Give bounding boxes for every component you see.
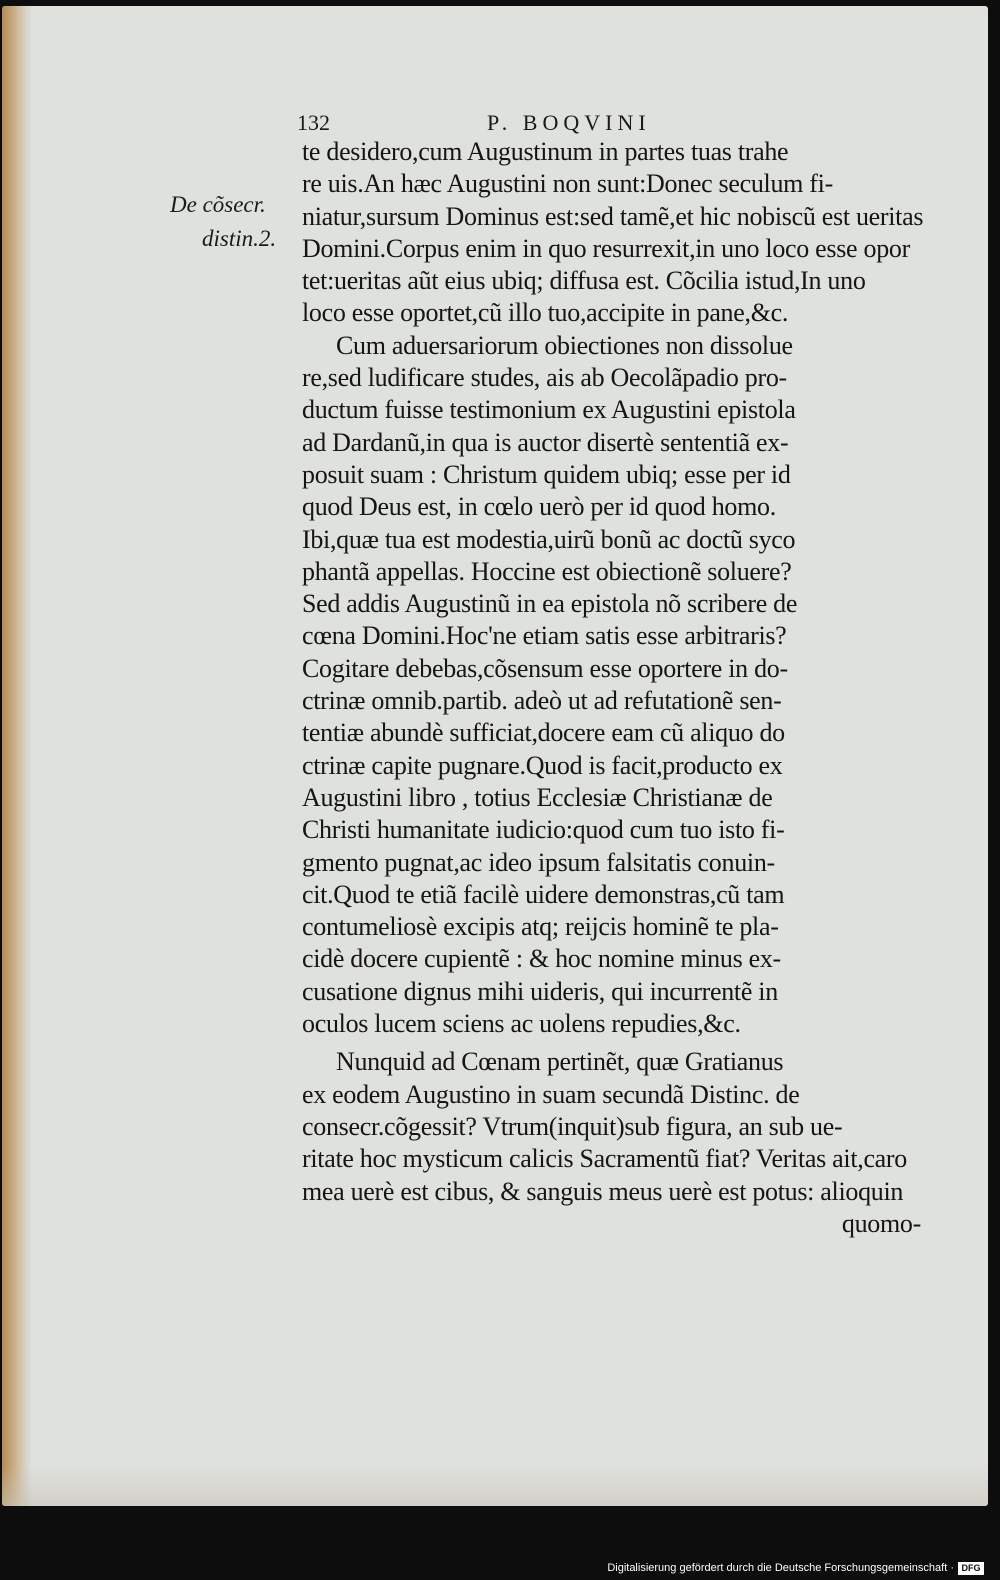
text-line: Cogitare debebas,cõsensum esse oportere in do- — [302, 653, 788, 683]
page-shadow — [2, 1466, 988, 1506]
text-line: tentiæ abundè sufficiat,docere eam cũ aliquo do — [302, 718, 785, 748]
margin-note-line: distin.2. — [202, 226, 277, 251]
text-line: cidè docere cupientẽ : & hoc nomine minus ex- — [302, 944, 781, 974]
book-page — [2, 6, 988, 1506]
footer-bar — [0, 1552, 1000, 1580]
text-line: ad Dardanũ,in qua is auctor disertè sententiã ex- — [302, 427, 789, 457]
text-line: niatur,sursum Dominus est:sed tamẽ,et hic nobiscũ est ueritas — [302, 201, 924, 231]
text-line: contumeliosè excipis atq; reijcis hominẽ te pla- — [302, 912, 779, 942]
paragraph-start-line: Nunquid ad Cœnam pertinẽt, quæ Gratianus — [336, 1047, 784, 1077]
text-line: ctrinæ omnib.partib. adeò ut ad refutationẽ sen- — [302, 686, 782, 716]
text-line: tet:ueritas aũt eius ubiq; diffusa est. Cõcilia istud,In uno — [302, 266, 866, 296]
text-line: ritate hoc mysticum calicis Sacramentũ fiat? Veritas ait,caro — [302, 1144, 907, 1174]
text-line: oculos lucem sciens ac uolens repudies,&c. — [302, 1009, 741, 1039]
text-line: Sed addis Augustinũ in ea epistola nõ scribere de — [302, 589, 798, 619]
text-line: cit.Quod te etiã facilè uidere demonstras,cũ tam — [302, 879, 785, 909]
text-line: ductum fuisse testimonium ex Augustini epistola — [302, 395, 796, 425]
text-line: ex eodem Augustino in suam secundã Distinc. de — [302, 1079, 800, 1109]
catchword: quomo- — [841, 1208, 921, 1238]
text-line: Christi humanitate iudicio:quod cum tuo isto fi- — [302, 815, 785, 845]
text-line: phantã appellas. Hoccine est obiectionẽ soluere? — [302, 556, 792, 586]
text-line: Domini.Corpus enim in quo resurrexit,in uno loco esse opor — [302, 233, 910, 263]
text-line: Ibi,quæ tua est modestia,uirũ bonũ ac doctũ syco — [302, 524, 796, 554]
text-line: posuit suam : Christum quidem ubiq; esse per id — [302, 459, 791, 489]
running-head: P. BOQVINI — [487, 110, 651, 135]
text-line: cusatione dignus mihi uideris, qui incurrentẽ in — [302, 976, 778, 1006]
text-line: loco esse oportet,cũ illo tuo,accipite in pane,&c. — [302, 298, 789, 328]
text-line: gmento pugnat,ac ideo ipsum falsitatis conuin- — [302, 847, 775, 877]
text-line: quod Deus est, in cœlo uerò per id quod homo. — [302, 492, 776, 522]
margin-note-line: De cõsecr. — [170, 192, 266, 217]
text-line: te desidero,cum Augustinum in partes tuas trahe — [302, 137, 789, 166]
text-line: cœna Domini.Hoc'ne etiam satis esse arbitraris? — [302, 621, 787, 651]
dfg-logo: DFG — [958, 1562, 984, 1575]
text-line: re uis.An hæc Augustini non sunt:Donec seculum fi- — [302, 169, 833, 199]
text-line: Augustini libro , totius Ecclesiæ Christianæ de — [302, 782, 773, 812]
text-line: consecr.cõgessit? Vtrum(inquit)sub figura, an sub ue- — [302, 1111, 843, 1141]
text-line: re,sed ludificare studes, ais ab Oecolãpadio pro- — [302, 363, 787, 393]
margin-note — [170, 188, 290, 256]
paragraph-start-line: Cum aduersariorum obiectiones non dissolue — [336, 330, 793, 360]
text-line: ctrinæ capite pugnare.Quod is facit,producto ex — [302, 750, 783, 780]
page-number: 132 — [297, 110, 330, 135]
page-edge — [2, 6, 32, 1506]
text-line: mea uerè est cibus, & sanguis meus uerè est potus: alioquin — [302, 1176, 904, 1206]
funding-note: Digitalisierung gefördert durch die Deutsche Forschungsgemeinschaft · — [607, 1562, 954, 1574]
body-text — [302, 136, 927, 1240]
